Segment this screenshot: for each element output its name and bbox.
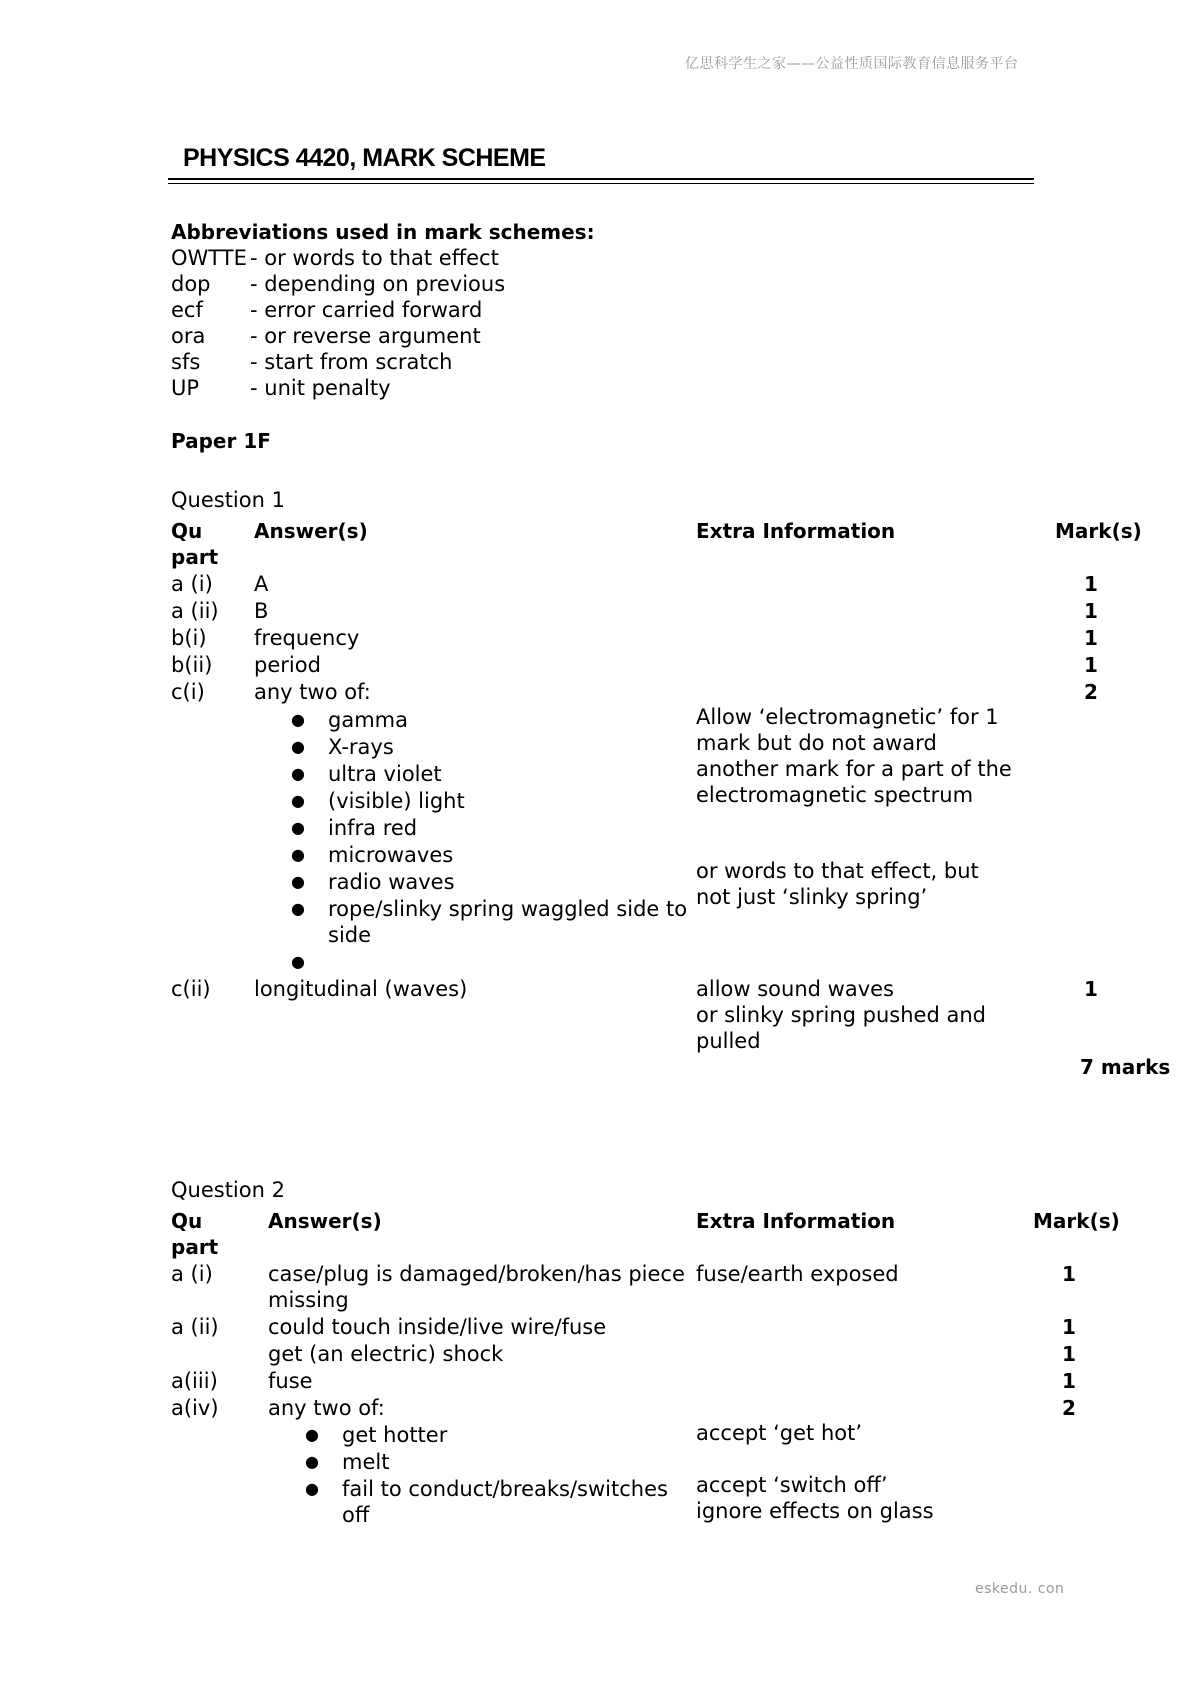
bullet-icon: ● xyxy=(291,791,305,810)
col-header-part: part xyxy=(171,545,219,569)
bullet-icon: ● xyxy=(291,952,305,971)
row-answer: B xyxy=(254,599,269,623)
abbreviations-heading: Abbreviations used in mark schemes: xyxy=(171,220,595,244)
row-mark: 1 xyxy=(1084,626,1098,650)
paper-label: Paper 1F xyxy=(171,429,271,453)
extra-info-line: electromagnetic spectrum xyxy=(696,783,974,807)
abbr-term: dop xyxy=(171,272,211,296)
bullet-text: (visible) light xyxy=(328,789,465,813)
abbr-meaning: - or reverse argument xyxy=(250,324,481,348)
extra-info-line: Allow ‘electromagnetic’ for 1 xyxy=(696,705,999,729)
extra-info-line: fuse/earth exposed xyxy=(696,1262,899,1286)
bullet-text: radio waves xyxy=(328,870,455,894)
page-title: PHYSICS 4420, MARK SCHEME xyxy=(183,144,546,172)
extra-info-line: or slinky spring pushed and xyxy=(696,1003,986,1027)
row-part: a(iv) xyxy=(171,1396,219,1420)
row-answer: A xyxy=(254,572,269,596)
bullet-icon: ● xyxy=(291,818,305,837)
row-answer: fuse xyxy=(268,1369,313,1393)
title-rule-thick xyxy=(168,178,1034,180)
bullet-icon: ● xyxy=(291,899,305,918)
row-mark: 1 xyxy=(1084,977,1098,1001)
row-part: b(i) xyxy=(171,626,207,650)
col-header-part: part xyxy=(171,1235,219,1259)
extra-info-line: mark but do not award xyxy=(696,731,937,755)
row-mark: 1 xyxy=(1062,1342,1076,1366)
abbr-meaning: - error carried forward xyxy=(250,298,483,322)
row-answer: case/plug is damaged/broken/has piece xyxy=(268,1262,685,1286)
bullet-text: gamma xyxy=(328,708,408,732)
bullet-icon: ● xyxy=(291,845,305,864)
row-mark: 1 xyxy=(1062,1262,1076,1286)
row-part: a (ii) xyxy=(171,1315,219,1339)
extra-info-line: ignore effects on glass xyxy=(696,1499,934,1523)
row-mark: 1 xyxy=(1062,1369,1076,1393)
bullet-text: microwaves xyxy=(328,843,454,867)
title-rule-thin xyxy=(168,183,1034,184)
bullet-text: infra red xyxy=(328,816,418,840)
bullet-icon: ● xyxy=(291,710,305,729)
abbr-term: ecf xyxy=(171,298,203,322)
row-part: b(ii) xyxy=(171,653,213,677)
bullet-text-cont: off xyxy=(342,1503,370,1527)
question-1-title: Question 1 xyxy=(171,488,285,512)
abbr-term: ora xyxy=(171,324,206,348)
bullet-text: get hotter xyxy=(342,1423,448,1447)
bullet-icon: ● xyxy=(291,872,305,891)
bullet-text: X-rays xyxy=(328,735,394,759)
bullet-text: rope/slinky spring waggled side to xyxy=(328,897,688,921)
bullet-icon: ● xyxy=(291,737,305,756)
row-answer: frequency xyxy=(254,626,360,650)
question-1-total: 7 marks xyxy=(1080,1055,1171,1079)
col-header-answer: Answer(s) xyxy=(268,1209,382,1233)
row-answer: get (an electric) shock xyxy=(268,1342,504,1366)
col-header-marks: Mark(s) xyxy=(1033,1209,1120,1233)
extra-info-line: pulled xyxy=(696,1029,761,1053)
col-header-extra: Extra Information xyxy=(696,519,896,543)
col-header-extra: Extra Information xyxy=(696,1209,896,1233)
row-mark: 1 xyxy=(1084,572,1098,596)
col-header-answer: Answer(s) xyxy=(254,519,368,543)
bullet-text: fail to conduct/breaks/switches xyxy=(342,1477,668,1501)
row-part: a (i) xyxy=(171,1262,213,1286)
extra-info-line: not just ‘slinky spring’ xyxy=(696,885,928,909)
row-answer: any two of: xyxy=(254,680,371,704)
abbr-meaning: - unit penalty xyxy=(250,376,391,400)
row-answer-cont: missing xyxy=(268,1288,349,1312)
abbr-meaning: - start from scratch xyxy=(250,350,453,374)
abbr-term: UP xyxy=(171,376,200,400)
row-part: a (i) xyxy=(171,572,213,596)
col-header-marks: Mark(s) xyxy=(1055,519,1142,543)
extra-info-line: or words to that effect, but xyxy=(696,859,979,883)
col-header-qu: Qu xyxy=(171,1209,203,1233)
bullet-text: melt xyxy=(342,1450,390,1474)
bullet-icon: ● xyxy=(291,764,305,783)
col-header-qu: Qu xyxy=(171,519,203,543)
bullet-text-cont: side xyxy=(328,923,372,947)
row-answer: longitudinal (waves) xyxy=(254,977,468,1001)
row-part: c(i) xyxy=(171,680,205,704)
abbr-term: sfs xyxy=(171,350,201,374)
header-watermark: 亿思科学生之家——公益性质国际教育信息服务平台 xyxy=(685,56,1019,72)
row-mark: 2 xyxy=(1084,680,1098,704)
row-mark: 1 xyxy=(1084,599,1098,623)
bullet-icon: ● xyxy=(305,1479,319,1498)
row-answer: any two of: xyxy=(268,1396,385,1420)
row-part: a(iii) xyxy=(171,1369,218,1393)
abbr-meaning: - depending on previous xyxy=(250,272,506,296)
abbr-term: OWTTE xyxy=(171,246,247,270)
row-answer: could touch inside/live wire/fuse xyxy=(268,1315,607,1339)
abbr-meaning: - or words to that effect xyxy=(250,246,499,270)
bullet-text: ultra violet xyxy=(328,762,442,786)
extra-info-line: allow sound waves xyxy=(696,977,894,1001)
row-part: a (ii) xyxy=(171,599,219,623)
row-mark: 1 xyxy=(1062,1315,1076,1339)
extra-info-line: another mark for a part of the xyxy=(696,757,1012,781)
row-mark: 2 xyxy=(1062,1396,1076,1420)
extra-info-line: accept ‘get hot’ xyxy=(696,1421,863,1445)
footer-watermark: eskedu. con xyxy=(975,1581,1065,1597)
row-answer: period xyxy=(254,653,321,677)
extra-info-line: accept ‘switch off’ xyxy=(696,1473,888,1497)
bullet-icon: ● xyxy=(305,1425,319,1444)
row-mark: 1 xyxy=(1084,653,1098,677)
question-2-title: Question 2 xyxy=(171,1178,285,1202)
row-part: c(ii) xyxy=(171,977,211,1001)
bullet-icon: ● xyxy=(305,1452,319,1471)
